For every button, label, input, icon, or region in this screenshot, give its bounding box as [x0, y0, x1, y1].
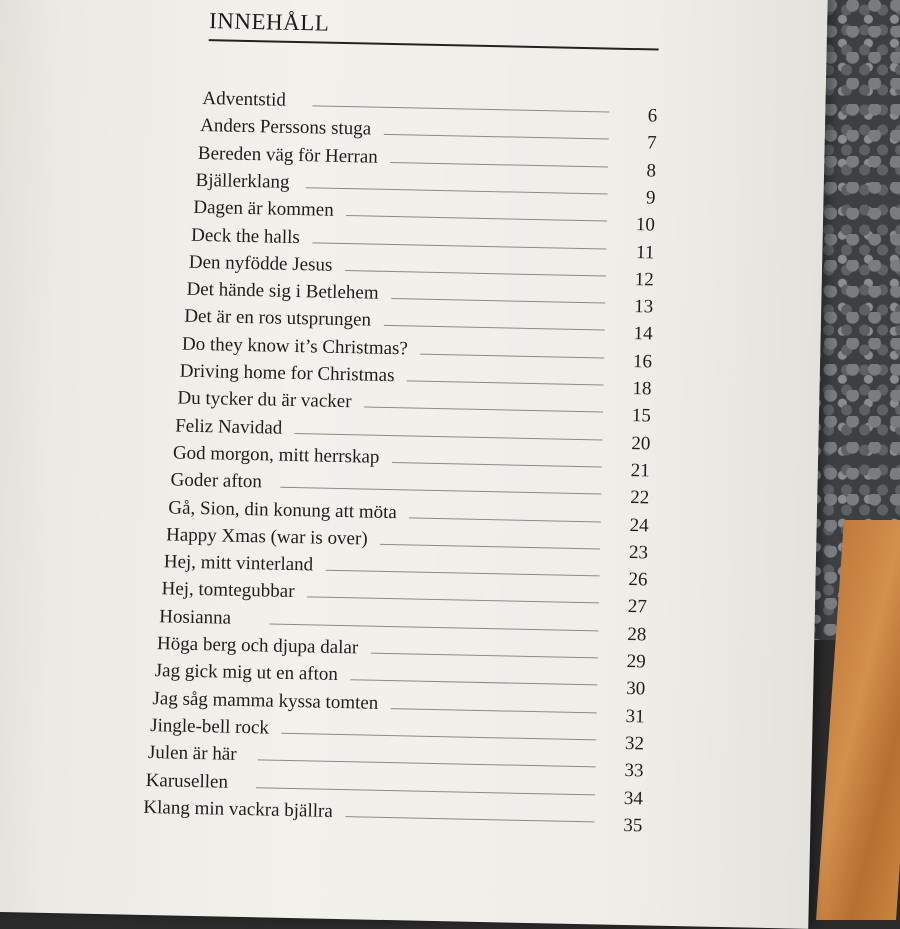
toc-entry-title: Den nyfödde Jesus [188, 251, 333, 276]
toc-entry-page-number: 10 [635, 214, 656, 236]
toc-entry-page-number: 11 [635, 241, 655, 264]
toc-leader-line [281, 733, 596, 741]
toc-entry-page-number: 21 [630, 459, 650, 482]
toc-entry-page-number: 20 [631, 432, 651, 455]
toc-entry-title: Jag såg mamma kyssa tomten [152, 687, 379, 714]
toc-leader-line [390, 162, 608, 168]
toc-entry-title: Do they know it’s Christmas? [181, 333, 409, 360]
toc-leader-line [383, 325, 605, 331]
toc-entry-title: Dagen är kommen [193, 197, 334, 221]
toc-entry-page-number: 34 [623, 787, 644, 809]
toc-leader-line [380, 544, 601, 550]
toc-entry-title: Feliz Navidad [174, 415, 283, 439]
toc-leader-line [307, 597, 600, 604]
toc-leader-line [392, 462, 603, 467]
toc-entry-title: Bereden väg för Herran [197, 142, 378, 168]
toc-leader-line [346, 215, 607, 221]
toc-entry-page-number: 6 [647, 105, 658, 127]
toc-entry-title: Hosianna [159, 605, 232, 629]
toc-entry-page-number: 12 [634, 268, 654, 291]
toc-entry-page-number: 14 [633, 323, 653, 345]
toc-entry-title: God morgon, mitt herrskap [172, 442, 380, 468]
toc-leader-line [312, 105, 609, 112]
toc-leader-line [312, 242, 607, 249]
toc-entry-page-number: 30 [625, 678, 646, 700]
toc-entry-page-number: 13 [633, 296, 654, 318]
toc-entry-page-number: 7 [646, 132, 657, 154]
toc-entry-page-number: 28 [627, 623, 647, 646]
toc-leader-line [325, 570, 600, 577]
toc-leader-line [345, 816, 595, 822]
toc-entry-title: Adventstid [202, 88, 287, 111]
toc-entry-title: Deck the halls [190, 224, 301, 248]
toc-entry-page-number: 31 [625, 705, 645, 728]
toc-entry-title: Goder afton [170, 469, 263, 493]
toc-leader-line [364, 407, 604, 413]
toc-entry-title: Klang min vackra bjällra [143, 796, 334, 822]
toc-leader-line [383, 134, 609, 140]
toc-leader-line [370, 653, 598, 659]
toc-entry-title: Du tycker du är vacker [177, 387, 352, 413]
toc-leader-line [256, 787, 596, 795]
toc-entry-title: Driving home for Christmas [179, 360, 395, 387]
toc-entry-title: Karusellen [145, 769, 229, 793]
toc-leader-line [345, 270, 607, 276]
toc-leader-line [420, 353, 604, 358]
toc-leader-line [350, 680, 598, 686]
toc-entry-page-number: 26 [628, 569, 648, 591]
page-heading: INNEHÅLL [208, 8, 330, 36]
toc-entry-title: Det är en ros utsprungen [184, 306, 372, 331]
toc-entry-title: Anders Perssons stuga [199, 115, 372, 140]
toc-entry-page-number: 16 [632, 350, 653, 373]
toc-entry-page-number: 18 [632, 378, 652, 400]
toc-leader-line [269, 623, 599, 631]
toc-entry-title: Julen är här [147, 742, 237, 766]
toc-entry-page-number: 29 [626, 651, 646, 673]
toc-entry-title: Jag gick mig ut en afton [154, 660, 339, 686]
toc-entry-page-number: 35 [623, 814, 643, 837]
toc-entry-title: Happy Xmas (war is over) [165, 524, 368, 550]
toc-entry-page-number: 27 [627, 596, 648, 618]
toc-entry-title: Hej, mitt vinterland [163, 551, 314, 576]
toc-entry-page-number: 33 [624, 760, 644, 782]
toc-entry-title: Hej, tomtegubbar [161, 578, 295, 603]
toc-entry-page-number: 15 [631, 405, 652, 427]
toc-leader-line [407, 380, 604, 385]
toc-entry-page-number: 24 [629, 514, 649, 536]
toc-leader-line [281, 487, 602, 495]
toc-entry-page-number: 32 [624, 732, 645, 755]
toc-leader-line [391, 298, 606, 303]
toc-entry-title: Bjällerklang [195, 169, 290, 193]
toc-leader-line [295, 433, 603, 440]
toc-entry-page-number: 23 [628, 541, 649, 564]
toc-entry-title: Jingle-bell rock [150, 714, 270, 739]
toc-leader-line [306, 187, 608, 194]
toc-entry-title: Det hände sig i Betlehem [186, 278, 379, 304]
toc-entry-page-number: 22 [629, 487, 650, 509]
toc-entry-page-number: 9 [645, 187, 656, 209]
toc-entry-title: Höga berg och djupa dalar [156, 633, 359, 659]
toc-leader-line [258, 760, 596, 768]
toc-entry-page-number: 8 [646, 159, 657, 182]
toc-leader-line [391, 708, 598, 713]
toc-leader-line [409, 517, 601, 522]
toc-entry-title: Gå, Sion, din konung att möta [168, 496, 398, 523]
